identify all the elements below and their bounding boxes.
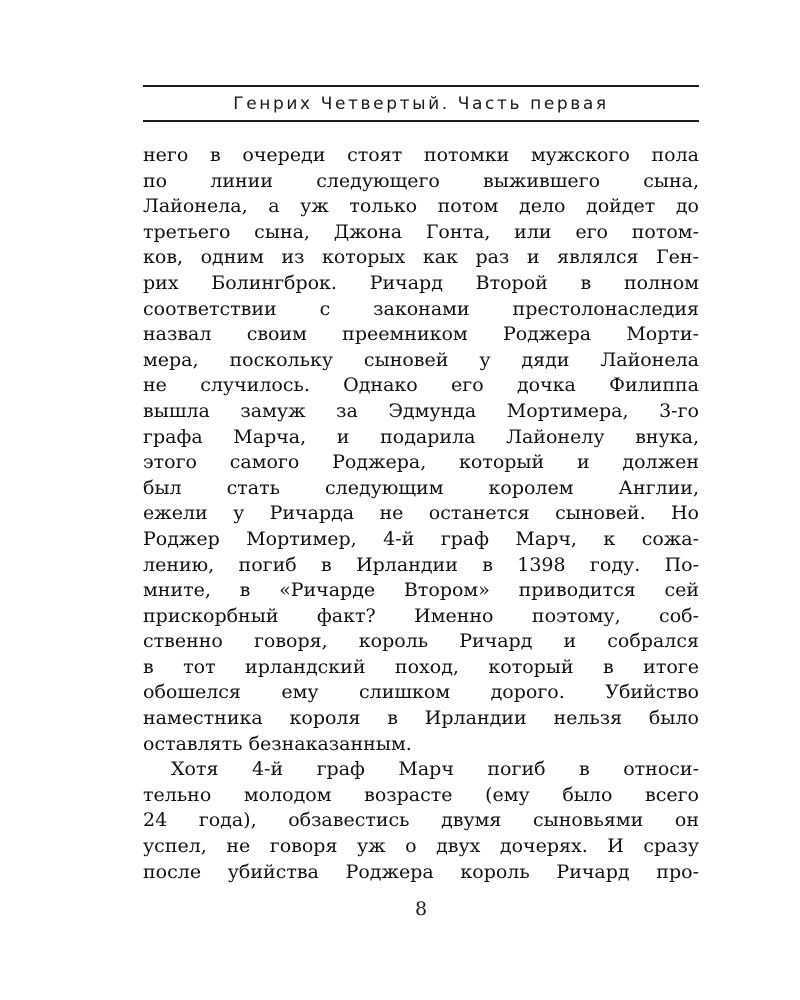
paragraph bbox=[143, 757, 699, 885]
text-line: оставлять безнаказанным. bbox=[143, 732, 412, 755]
text-line: этого самого Роджера, который и должен bbox=[143, 451, 699, 474]
text-line: рих Болингброк. Ричард Второй в полном bbox=[143, 271, 699, 294]
text-line: лению, погиб в Ирландии в 1398 году. По- bbox=[143, 553, 699, 576]
paragraph bbox=[143, 143, 699, 757]
header-top-rule bbox=[143, 85, 699, 87]
page-number: 8 bbox=[414, 898, 428, 920]
text-line: третьего сына, Джона Гонта, или его потом- bbox=[143, 220, 699, 243]
text-line: ственно говоря, король Ричард и собрался bbox=[143, 630, 699, 653]
text-line: обошелся ему слишком дорого. Убийство bbox=[143, 681, 699, 704]
text-line: прискорбный факт? Именно поэтому, соб- bbox=[143, 604, 699, 627]
text-line: по линии следующего выжившего сына, bbox=[143, 169, 699, 192]
text-line: наместника короля в Ирландии нельзя было bbox=[143, 707, 699, 730]
text-line: в тот ирландский поход, который в итоге bbox=[143, 655, 699, 678]
header-bottom-rule bbox=[143, 120, 699, 122]
text-line: ков, одним из которых как раз и являлся Ген- bbox=[143, 246, 699, 269]
text-line: успел, не говоря уж о двух дочерях. И сразу bbox=[143, 835, 699, 858]
text-line: был стать следующим королем Англии, bbox=[143, 476, 699, 499]
text-line: ежели у Ричарда не останется сыновей. Но bbox=[143, 502, 699, 525]
text-line: Лайонела, а уж только потом дело дойдет до bbox=[143, 195, 699, 218]
text-line: тельно молодом возрасте (ему было всего bbox=[143, 783, 699, 806]
text-line: после убийства Роджера король Ричард про- bbox=[143, 860, 699, 883]
text-line: не случилось. Однако его дочка Филиппа bbox=[143, 374, 699, 397]
text-line: соответствии с законами престолонаследия bbox=[143, 297, 699, 320]
text-line: мните, в «Ричарде Втором» приводится сей bbox=[143, 579, 699, 602]
text-line: него в очереди стоят потомки мужского пола bbox=[143, 144, 699, 166]
text-line: вышла замуж за Эдмунда Мортимера, 3-го bbox=[143, 399, 699, 422]
body-text bbox=[143, 143, 699, 885]
text-line: Хотя 4-й граф Марч погиб в относи- bbox=[171, 758, 699, 781]
text-line: назвал своим преемником Роджера Морти- bbox=[143, 323, 699, 346]
running-head: Генрих Четвертый. Часть первая bbox=[233, 94, 609, 114]
text-line: мера, поскольку сыновей у дяди Лайонела bbox=[143, 348, 699, 371]
text-line: Роджер Мортимер, 4-й граф Марч, к сожа- bbox=[143, 527, 699, 550]
text-line: графа Марча, и подарила Лайонелу внука, bbox=[143, 425, 699, 448]
text-line: 24 года), обзавестись двумя сыновьями он bbox=[143, 809, 699, 832]
